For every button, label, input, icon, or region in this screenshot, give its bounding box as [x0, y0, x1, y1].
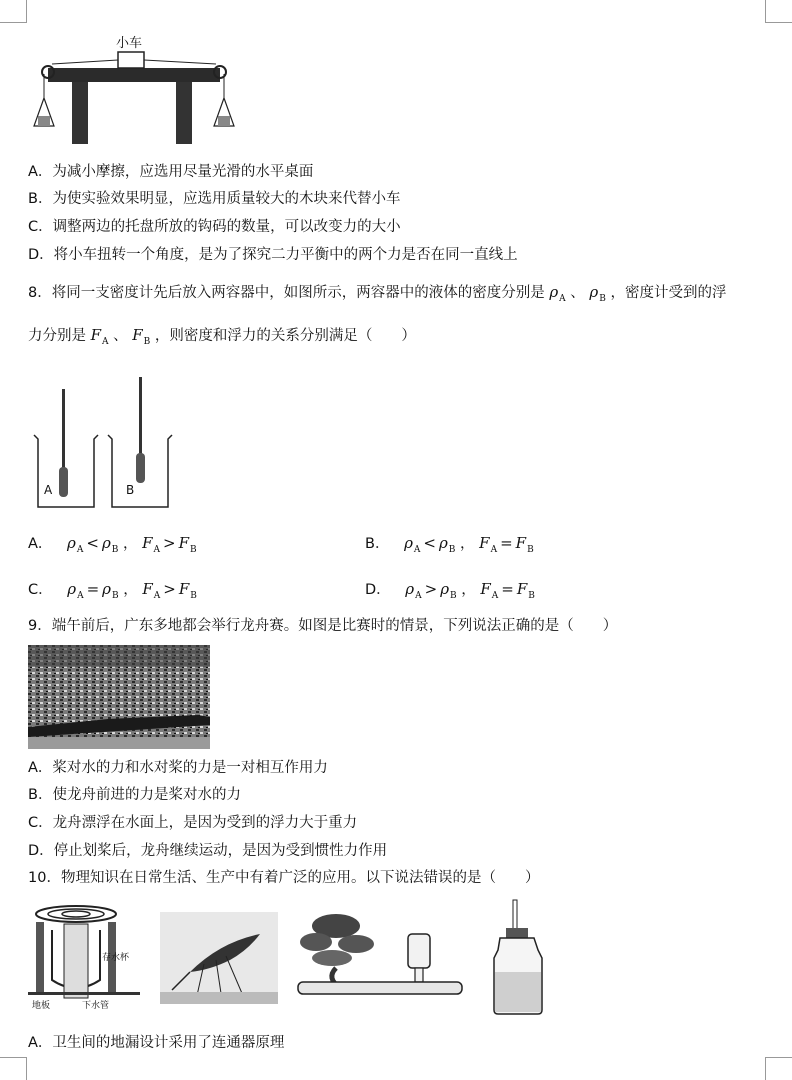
dragon-boat-photo — [28, 645, 210, 749]
q9-option-d: D．停止划桨后，龙舟继续运动，是因为受到惯性力作用 — [28, 843, 388, 859]
q8-option-b: B． $\rho_A < \rho_B$ ， $F_A = F_B$ — [365, 534, 534, 555]
cart-apparatus-figure — [30, 28, 240, 148]
q8-option-d: D． $\rho_A > \rho_B$ ， $F_A = F_B$ — [365, 580, 535, 601]
q10-option-a: A．卫生间的地漏设计采用了连通器原理 — [28, 1035, 285, 1051]
pipe-label: 下水管 — [82, 1001, 110, 1011]
q7-option-c: C．调整两边的托盘所放的钩码的数量，可以改变力的大小 — [28, 219, 401, 235]
bonsai-figure — [296, 908, 466, 1004]
q7-option-d: D．将小车扭转一个角度，是为了探究二力平衡中的两个力是否在同一直线上 — [28, 247, 518, 263]
page-corner-mark — [0, 0, 27, 23]
q7-option-a: A．为减小摩擦，应选用尽量光滑的水平桌面 — [28, 164, 314, 180]
mosquito-figure — [160, 912, 278, 1004]
floor-label: 地板 — [32, 1001, 51, 1011]
q9-option-c: C．龙舟漂浮在水面上，是因为受到的浮力大于重力 — [28, 815, 358, 831]
floor-drain-figure — [28, 900, 140, 1012]
q9-option-a: A．桨对水的力和水对桨的力是一对相互作用力 — [28, 760, 328, 776]
q8-stem-line1: 8．将同一支密度计先后放入两容器中，如图所示，两容器中的液体的密度分别是 $\rho_A$ 、 $\rho_B$ ，密度计受到的浮 — [28, 283, 727, 304]
q8-option-c: C． $\rho_A = \rho_B$ ， $F_A > F_B$ — [28, 580, 197, 601]
cart-label: 小车 — [116, 36, 143, 51]
hydrometer-beakers-figure — [28, 375, 178, 510]
q8-stem-line2: 力分别是 $F_A$ 、 $F_B$ ，则密度和浮力的关系分别满足（ ） — [28, 326, 416, 347]
page-corner-mark — [0, 1057, 27, 1080]
q10-stem: 10．物理知识在日常生活、生产中有着广泛的应用。以下说法错误的是（ ） — [28, 870, 540, 886]
q9-stem: 9．端午前后，广东多地都会举行龙舟赛。如图是比赛时的情景，下列说法正确的是（ ） — [28, 618, 618, 634]
bottle-figure — [486, 898, 552, 1016]
beaker-b-label: B — [126, 483, 135, 497]
q7-option-b: B．为使实验效果明显，应选用质量较大的木块来代替小车 — [28, 191, 401, 207]
q9-option-b: B．使龙舟前进的力是桨对水的力 — [28, 787, 241, 803]
page-corner-mark — [765, 0, 792, 23]
page-corner-mark — [765, 1057, 792, 1080]
q8-option-a: A． $\rho_A < \rho_B$ ， $F_A > F_B$ — [28, 534, 197, 555]
cup-label: 存水杯 — [102, 953, 130, 963]
beaker-a-label: A — [44, 483, 53, 497]
